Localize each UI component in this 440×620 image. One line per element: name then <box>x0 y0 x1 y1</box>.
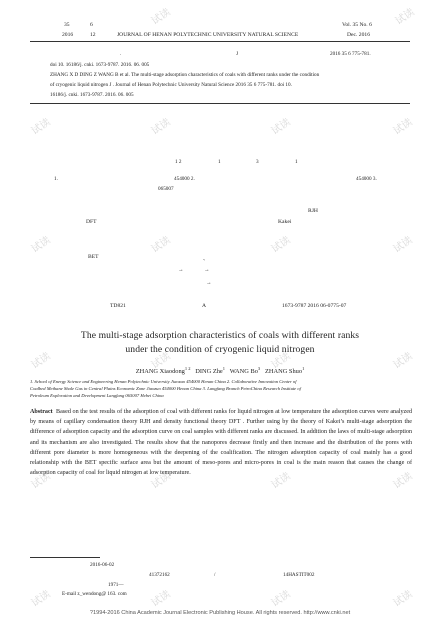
author-sup: 1 2 <box>184 366 191 371</box>
keyword-rjh: RJH <box>308 208 318 214</box>
header-rule <box>30 41 410 42</box>
affiliation-line: 1. School of Energy Science and Engineering Henan Polytechnic University Jiaozuo 454000 Henan China 2. Collaborative Innovation Center of <box>30 379 297 384</box>
watermark: 试读 <box>269 116 293 138</box>
abstract-text: Based on the test results of the adsorption of coal with different ranks for liquid nitrogen at low temperature the adsorption curves were analyzed by means of capillary condensation theory RJH and density functional theory DFT . Further using by the theory of Kakei’s multi-stage adsorption the difference of adsorption capacity and the adsorption curve on coal samples with different ranks are discussed. In addition the laws of multi-stage adsorption and its mechanism are also investigated. The results show that the nanopores decrease firstly and then increase and the distribution of the pores with different pore diameter is more homogeneous with the deepening of the coalification. The nitrogen adsorption capacity of coal mainly has a good relationship with the BET specific surface area but the amount of meso-pores and micro-pores in coal is the main reason that causes the change of adsorption capacity of coal for liquid nitrogen at low temperature. <box>30 409 412 477</box>
citation-rule <box>30 103 410 104</box>
watermark: 试读 <box>149 470 173 492</box>
keyword-bet: BET <box>88 254 99 260</box>
watermark: 试读 <box>391 116 415 138</box>
affiliation-line: Coalbed Methane Shale Gas in Central Plains Economic Zone Jiaozuo 454000 Henan China 3. Langfang Branch PetroChina Research Institute of <box>30 386 301 391</box>
volume-en: Vol. 35 No. 6 <box>342 22 372 28</box>
citation-en-line2: of cryogenic liquid nitrogen J . Journal of Henan Polytechnic University Natural Science 2016 35 6 775-781. doi 10. <box>50 82 292 88</box>
author-sup: 1 <box>222 366 225 371</box>
watermark: 试读 <box>269 588 293 610</box>
keyword-dft: DFT <box>86 219 97 225</box>
watermark: 试读 <box>269 350 293 372</box>
watermark: 试读 <box>391 234 415 256</box>
author-email: E-mail z_wendong@ 163. com <box>62 591 127 597</box>
arrow-1: → <box>178 267 184 273</box>
abstract-label: Abstract <box>30 409 53 415</box>
arrow-3: → <box>206 280 212 286</box>
month-cn: 12 <box>90 32 96 38</box>
journal-name: JOURNAL OF HENAN POLYTECHNIC UNIVERSITY NATURAL SCIENCE <box>117 32 299 38</box>
author-sup-2: 1 <box>218 159 221 165</box>
watermark: 试读 <box>149 350 173 372</box>
cn-affiliation-mid: 454000 2. <box>174 176 195 182</box>
citation-cn-tail: 2016 35 6 775-781. <box>330 51 371 57</box>
citation-cn-j: J <box>236 51 239 57</box>
fund-separator: / <box>214 572 216 578</box>
watermark: 试读 <box>149 6 173 28</box>
footnote-rule <box>30 557 100 558</box>
year-cn: 2016 <box>62 32 74 38</box>
keyword-kakei: Kakei <box>278 219 292 225</box>
classification-code: TD821 <box>110 303 126 309</box>
author-name: ZHANG Xiaodong <box>135 368 185 376</box>
watermark: 试读 <box>391 350 415 372</box>
watermark: 试读 <box>149 234 173 256</box>
issn-code: 1673-9787 2016 06-0775-07 <box>282 303 347 309</box>
author-list <box>0 366 440 375</box>
watermark: 试读 <box>149 116 173 138</box>
volume-number-cn: 35 <box>64 22 70 28</box>
citation-en-line3: 16186/j. cnki. 1673-9787. 2016. 06. 005 <box>50 92 134 98</box>
author-sup-4: 1 <box>295 159 298 165</box>
author-sup: 3 <box>257 366 261 371</box>
cn-affiliation-2: 065007 <box>158 186 174 192</box>
watermark: 试读 <box>29 350 53 372</box>
copyright-footer: ?1994-2016 China Academic Journal Electronic Publishing House. All rights reserved. http://www.cnki.net <box>89 610 351 616</box>
affiliations <box>30 378 410 399</box>
citation-cn-mark: . <box>120 51 122 57</box>
author-sup-3: 3 <box>256 159 259 165</box>
author-name: DING Zhe <box>195 368 223 376</box>
watermark: 试读 <box>393 6 417 28</box>
cn-dot: 、 <box>203 256 209 262</box>
abstract <box>30 407 412 478</box>
watermark: 试读 <box>29 116 53 138</box>
fund-number-2: 14HASTIT002 <box>283 572 315 578</box>
author-sup: 1 <box>302 366 305 371</box>
cn-affiliation-code: 454000 3. <box>356 176 377 182</box>
watermark: 试读 <box>269 470 293 492</box>
watermark: 试读 <box>269 234 293 256</box>
watermark: 试读 <box>29 588 53 610</box>
watermark: 试读 <box>29 470 53 492</box>
citation-cn-doi: doi 10. 16186/j. cnki. 1673-9787. 2016. 06. 005 <box>50 62 150 68</box>
citation-en-line1: ZHANG X D DING Z WANG B et al. The multi-stage adsorption characteristics of coals with different ranks under the condition <box>50 72 320 78</box>
author-name: WANG Bo <box>229 368 258 376</box>
watermark: 试读 <box>29 234 53 256</box>
paper-title-line2: under the condition of cryogenic liquid nitrogen <box>125 344 315 355</box>
received-date: 2016-06-02 <box>90 562 115 568</box>
arrow-2: → <box>204 267 210 273</box>
watermark: 试读 <box>149 588 173 610</box>
author-name: ZHANG Shuo <box>264 368 303 376</box>
affiliation-line: Petroleum Exploration and Development Langfang 065007 Hebei China <box>30 393 164 398</box>
issue-number-cn: 6 <box>90 22 93 28</box>
date-en: Dec. 2016 <box>347 32 370 38</box>
cn-affiliation-1: 1. <box>54 176 58 182</box>
watermark: 试读 <box>391 588 415 610</box>
document-code: A <box>202 303 207 309</box>
author-sup-1: 1 2 <box>175 159 182 165</box>
author-birth-year: 1971— <box>108 582 124 588</box>
fund-number: 41372162 <box>149 572 170 578</box>
paper-title-line1: The multi-stage adsorption characteristics of coals with different ranks <box>80 330 360 341</box>
watermark: 试读 <box>391 470 415 492</box>
